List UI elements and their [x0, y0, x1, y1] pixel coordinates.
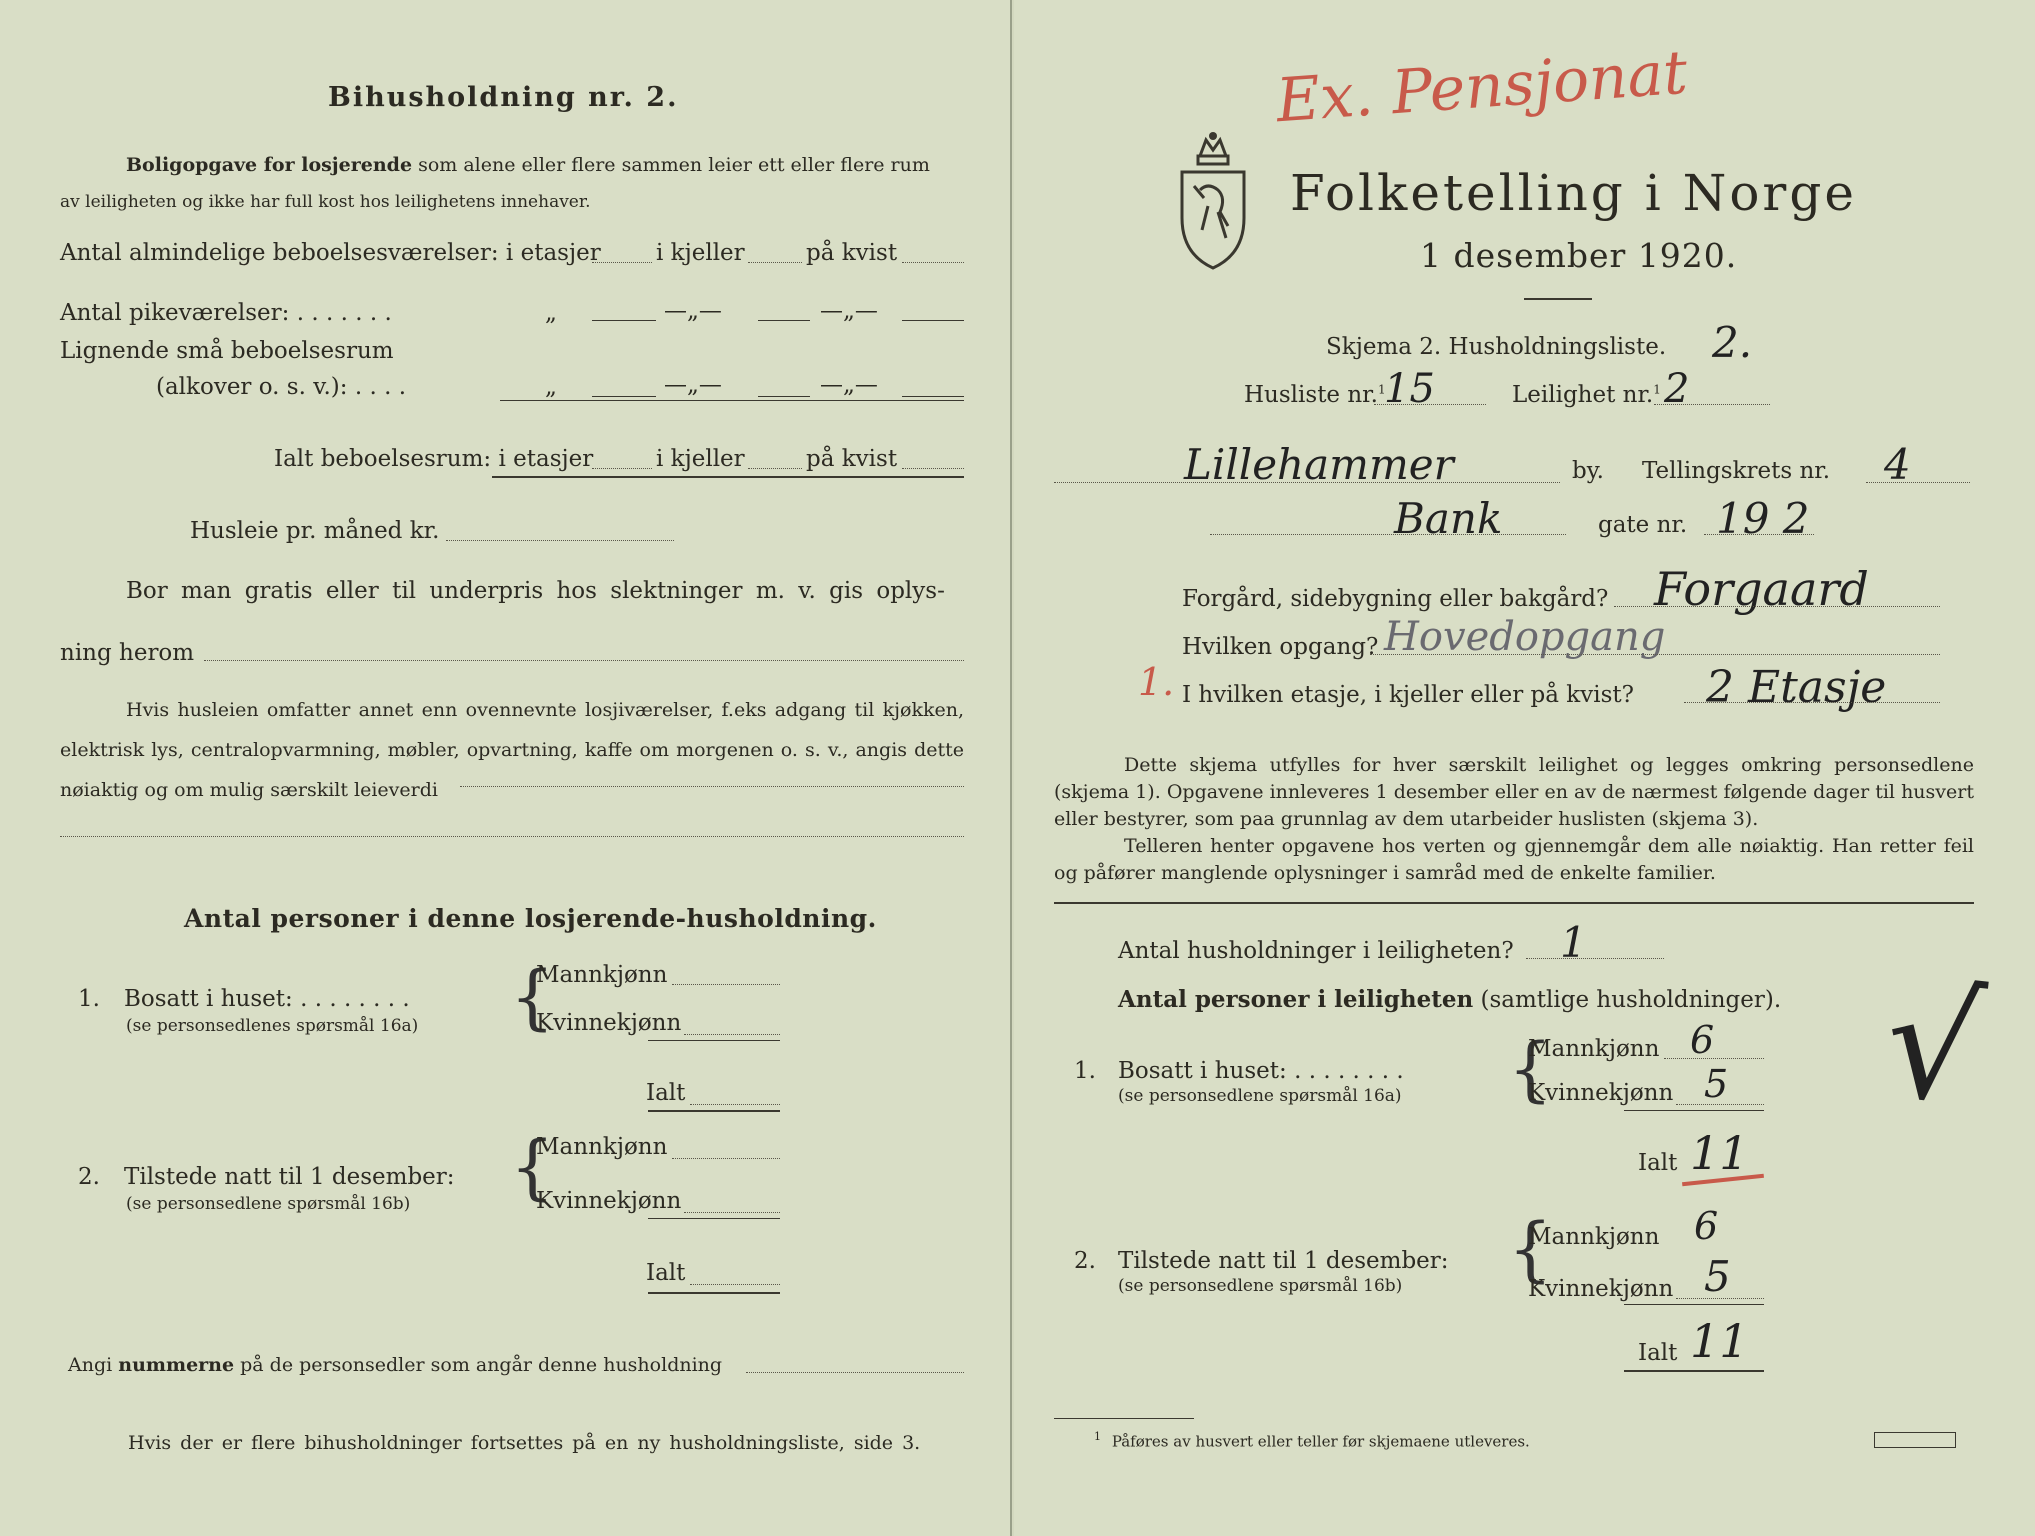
b1-number: 1.	[78, 986, 100, 1012]
field-etasjer-1	[592, 262, 652, 263]
krets-field	[1866, 482, 1970, 483]
b1-mann-field	[672, 984, 780, 985]
label-paa-kvist-1: på kvist	[806, 240, 898, 266]
footnote: $^1$ Påføres av husvert eller teller før skjemaene utleveres.	[1094, 1430, 1530, 1451]
stamp-annotation: Ex. Pensjonat	[1274, 37, 1690, 137]
b2-ialt-label: Ialt	[1638, 1340, 1678, 1366]
field-alkover-1	[592, 396, 656, 397]
angi-line: Angi nummerne på de personsedler som angår denne husholdning	[68, 1354, 723, 1376]
ditto-mark: „	[545, 300, 557, 326]
b2-mann-value: 6	[1694, 1204, 1719, 1248]
etasje-value: 2 Etasje	[1706, 662, 1887, 713]
intro-line-2: av leiligheten og ikke har full kost hos leilighetens innehaver.	[60, 192, 591, 212]
b2-label: Tilstede natt til 1 desember:	[124, 1164, 455, 1190]
b2-mann-label: Mannkjønn	[1528, 1224, 1660, 1250]
antal-hus-value: 1	[1560, 918, 1587, 967]
instructions-para-2: Telleren henter opgavene hos verten og gjennemgår dem alle nøiaktig. Han retter feil og påfører manglende oplysninger i samråd med de enkelte familier.	[1054, 835, 1974, 884]
b1-number: 1.	[1074, 1058, 1096, 1084]
b1-mann-label: Mannkjønn	[1528, 1036, 1660, 1062]
right-page	[1014, 0, 2035, 1536]
b2-mann-field	[672, 1158, 780, 1159]
b2-ialt-value: 11	[1690, 1314, 1749, 1368]
b2-ialt-rule	[648, 1292, 780, 1294]
field-pike-1	[592, 320, 656, 321]
b2-kvinne-label: Kvinnekjønn	[536, 1188, 682, 1214]
coat-of-arms-icon	[1174, 126, 1252, 272]
row-almindelige-label: Antal almindelige beboelsesværelser: i etasjer	[60, 240, 601, 266]
row-bor-label: Bor man gratis eller til underpris hos slektninger m. v. gis oplys-	[126, 578, 945, 604]
skjema-value: 2.	[1712, 318, 1753, 367]
brace: {	[1508, 1208, 1553, 1290]
b1-ialt-label: Ialt	[646, 1080, 686, 1106]
ditto-mark: —„—	[820, 372, 878, 398]
gate-label: gate nr.	[1598, 512, 1688, 538]
b1-kvinne-label: Kvinnekjønn	[1528, 1080, 1674, 1106]
etasje-marker: 1.	[1138, 660, 1175, 704]
b2-number: 2.	[1074, 1248, 1096, 1274]
b2-number: 2.	[78, 1164, 100, 1190]
field-bor	[204, 660, 964, 661]
row-alkover-label: (alkover o. s. v.): . . . .	[156, 374, 407, 400]
printer-mark	[1874, 1432, 1956, 1448]
b1-ialt-value: 11	[1690, 1126, 1749, 1180]
etasje-field	[1684, 702, 1940, 703]
field-pike-2	[758, 320, 810, 321]
krets-value: 4	[1884, 440, 1911, 489]
by-field	[1054, 482, 1560, 483]
b1-label: Bosatt i huset: . . . . . . . .	[124, 986, 410, 1012]
b1-ialt-rule	[648, 1110, 780, 1112]
skjema-label: Skjema 2. Husholdningsliste.	[1326, 334, 1667, 360]
by-label: by.	[1572, 458, 1604, 484]
b2-label: Tilstede natt til 1 desember:	[1118, 1248, 1449, 1274]
b1-kvinne-value: 5	[1704, 1062, 1729, 1106]
field-alkover-3	[902, 396, 964, 397]
form-date: 1 desember 1920.	[1420, 236, 1738, 275]
brace: {	[1508, 1028, 1553, 1110]
field-ialt-etasjer	[592, 468, 652, 469]
krets-label: Tellingskrets nr.	[1642, 458, 1831, 484]
b2-sum-rule	[1624, 1304, 1764, 1305]
ditto-mark: —„—	[820, 298, 878, 324]
by-value: Lillehammer	[1184, 440, 1454, 489]
b2-kvinne-field	[684, 1212, 780, 1213]
field-kjeller-1	[748, 262, 802, 263]
row-bor-label-2: ning herom	[60, 640, 195, 666]
instructions-para-1: Dette skjema utfylles for hver særskilt leilighet og legges omkring personsedlene (skjema 1). Opgavene innleveres 1 desember eller en av de nærmest følgende dager til husvert eller bestyrer, som paa grunnlag av dem utarbeider huslisten (skjema 3).	[1054, 754, 1974, 830]
b2-ialt-field	[690, 1284, 780, 1285]
footnote-rule	[1054, 1418, 1194, 1419]
husliste-value: 15	[1384, 366, 1435, 412]
ditto-mark: —„—	[664, 298, 722, 324]
para-hvis: Hvis husleien omfatter annet enn ovennevnte losjiværelser, f.eks adgang til kjøkken, elektrisk lys, centralopvarmning, møbler, opvartning, kaffe om morgenen o. s. v., angis dette nøiaktig og om mulig særskilt leieverdi	[60, 699, 964, 801]
b2-sublabel: (se personsedlene spørsmål 16b)	[1118, 1276, 1403, 1296]
gate-field	[1210, 534, 1566, 535]
b2-sublabel: (se personsedlene spørsmål 16b)	[126, 1194, 411, 1214]
b1-ialt-label: Ialt	[1638, 1150, 1678, 1176]
field-angi	[746, 1372, 964, 1373]
brace: {	[510, 1126, 555, 1208]
antal-hus-field	[1526, 958, 1664, 959]
b1-mann-field	[1664, 1058, 1764, 1059]
form-title: Folketelling i Norge	[1290, 164, 1857, 222]
field-extra	[60, 836, 964, 837]
brace: {	[510, 956, 555, 1038]
b1-kvinne-label: Kvinnekjønn	[536, 1010, 682, 1036]
b1-label: Bosatt i huset: . . . . . . . .	[1118, 1058, 1404, 1084]
leilighet-field	[1654, 404, 1770, 405]
field-leieverdi	[460, 786, 964, 787]
leilighet-value: 2	[1664, 366, 1690, 412]
ialt-rule	[492, 476, 964, 478]
b1-mann-label: Mannkjønn	[536, 962, 668, 988]
b1-sum-rule	[648, 1040, 780, 1041]
row-pike-label: Antal pikeværelser: . . . . . . .	[60, 300, 392, 326]
opgang-value: Hovedopgang	[1384, 614, 1666, 660]
left-footer: Hvis der er flere bihusholdninger fortsettes på en ny husholdningsliste, side 3.	[128, 1432, 921, 1454]
etasje-label: I hvilken etasje, i kjeller eller på kvist?	[1182, 682, 1634, 708]
row-ialt-label: Ialt beboelsesrum: i etasjer	[274, 446, 594, 472]
gate-nr-value: 19 2	[1716, 494, 1810, 543]
b1-kvinne-field	[1676, 1104, 1764, 1105]
label-i-kjeller-1: i kjeller	[656, 240, 745, 266]
section-rule	[1054, 902, 1974, 904]
b2-ialt-label: Ialt	[646, 1260, 686, 1286]
antal-title: Antal personer i denne losjerende-husholdning.	[184, 904, 877, 933]
b1-sum-rule	[1624, 1110, 1764, 1111]
check-mark: √	[1877, 955, 1991, 1139]
b2-kvinne-field	[1676, 1298, 1764, 1299]
b2-kvinne-value: 5	[1704, 1252, 1731, 1301]
field-husleie	[446, 540, 674, 541]
intro-line-1: Boligopgave for losjerende som alene eller flere sammen leier ett eller flere rum	[126, 154, 930, 176]
opgang-label: Hvilken opgang?	[1182, 634, 1379, 660]
leilighet-label: Leilighet nr.$^1$	[1512, 382, 1661, 408]
b2-mann-label: Mannkjønn	[536, 1134, 668, 1160]
gate-value: Bank	[1394, 494, 1503, 543]
b1-kvinne-field	[684, 1034, 780, 1035]
field-ialt-kjeller	[748, 468, 802, 469]
field-pike-3	[902, 320, 964, 321]
forgard-field	[1614, 606, 1940, 607]
ditto-mark: —„—	[664, 372, 722, 398]
husliste-field	[1374, 404, 1486, 405]
sum-rule	[500, 400, 964, 401]
ditto-mark: „	[545, 374, 557, 400]
b1-ialt-field	[690, 1104, 780, 1105]
opgang-field	[1370, 654, 1940, 655]
gate-nr-field	[1704, 534, 1814, 535]
label-i-kjeller-2: i kjeller	[656, 446, 745, 472]
b2-sum-rule	[648, 1218, 780, 1219]
antal-pers-label: Antal personer i leiligheten (samtlige husholdninger).	[1118, 986, 1782, 1013]
label-paa-kvist-2: på kvist	[806, 446, 898, 472]
antal-hus-label: Antal husholdninger i leiligheten?	[1118, 938, 1514, 964]
husliste-label: Husliste nr.$^1$	[1244, 382, 1386, 408]
field-kvist-1	[902, 262, 964, 263]
b1-sublabel: (se personsedlene spørsmål 16a)	[1118, 1086, 1402, 1106]
forgard-label: Forgård, sidebygning eller bakgård?	[1182, 586, 1609, 612]
left-title: Bihusholdning nr. 2.	[328, 82, 679, 113]
forgard-value: Forgaard	[1654, 562, 1869, 616]
row-lignende-label: Lignende små beboelsesrum	[60, 338, 394, 364]
b2-kvinne-label: Kvinnekjønn	[1528, 1276, 1674, 1302]
b2-ialt-rule	[1624, 1370, 1764, 1372]
b1-sublabel: (se personsedlenes spørsmål 16a)	[126, 1016, 419, 1036]
b1-mann-value: 6	[1690, 1018, 1715, 1062]
row-husleie-label: Husleie pr. måned kr.	[190, 518, 440, 544]
field-ialt-kvist	[902, 468, 964, 469]
left-page	[0, 0, 1012, 1536]
field-alkover-2	[758, 396, 810, 397]
title-rule	[1524, 298, 1592, 300]
